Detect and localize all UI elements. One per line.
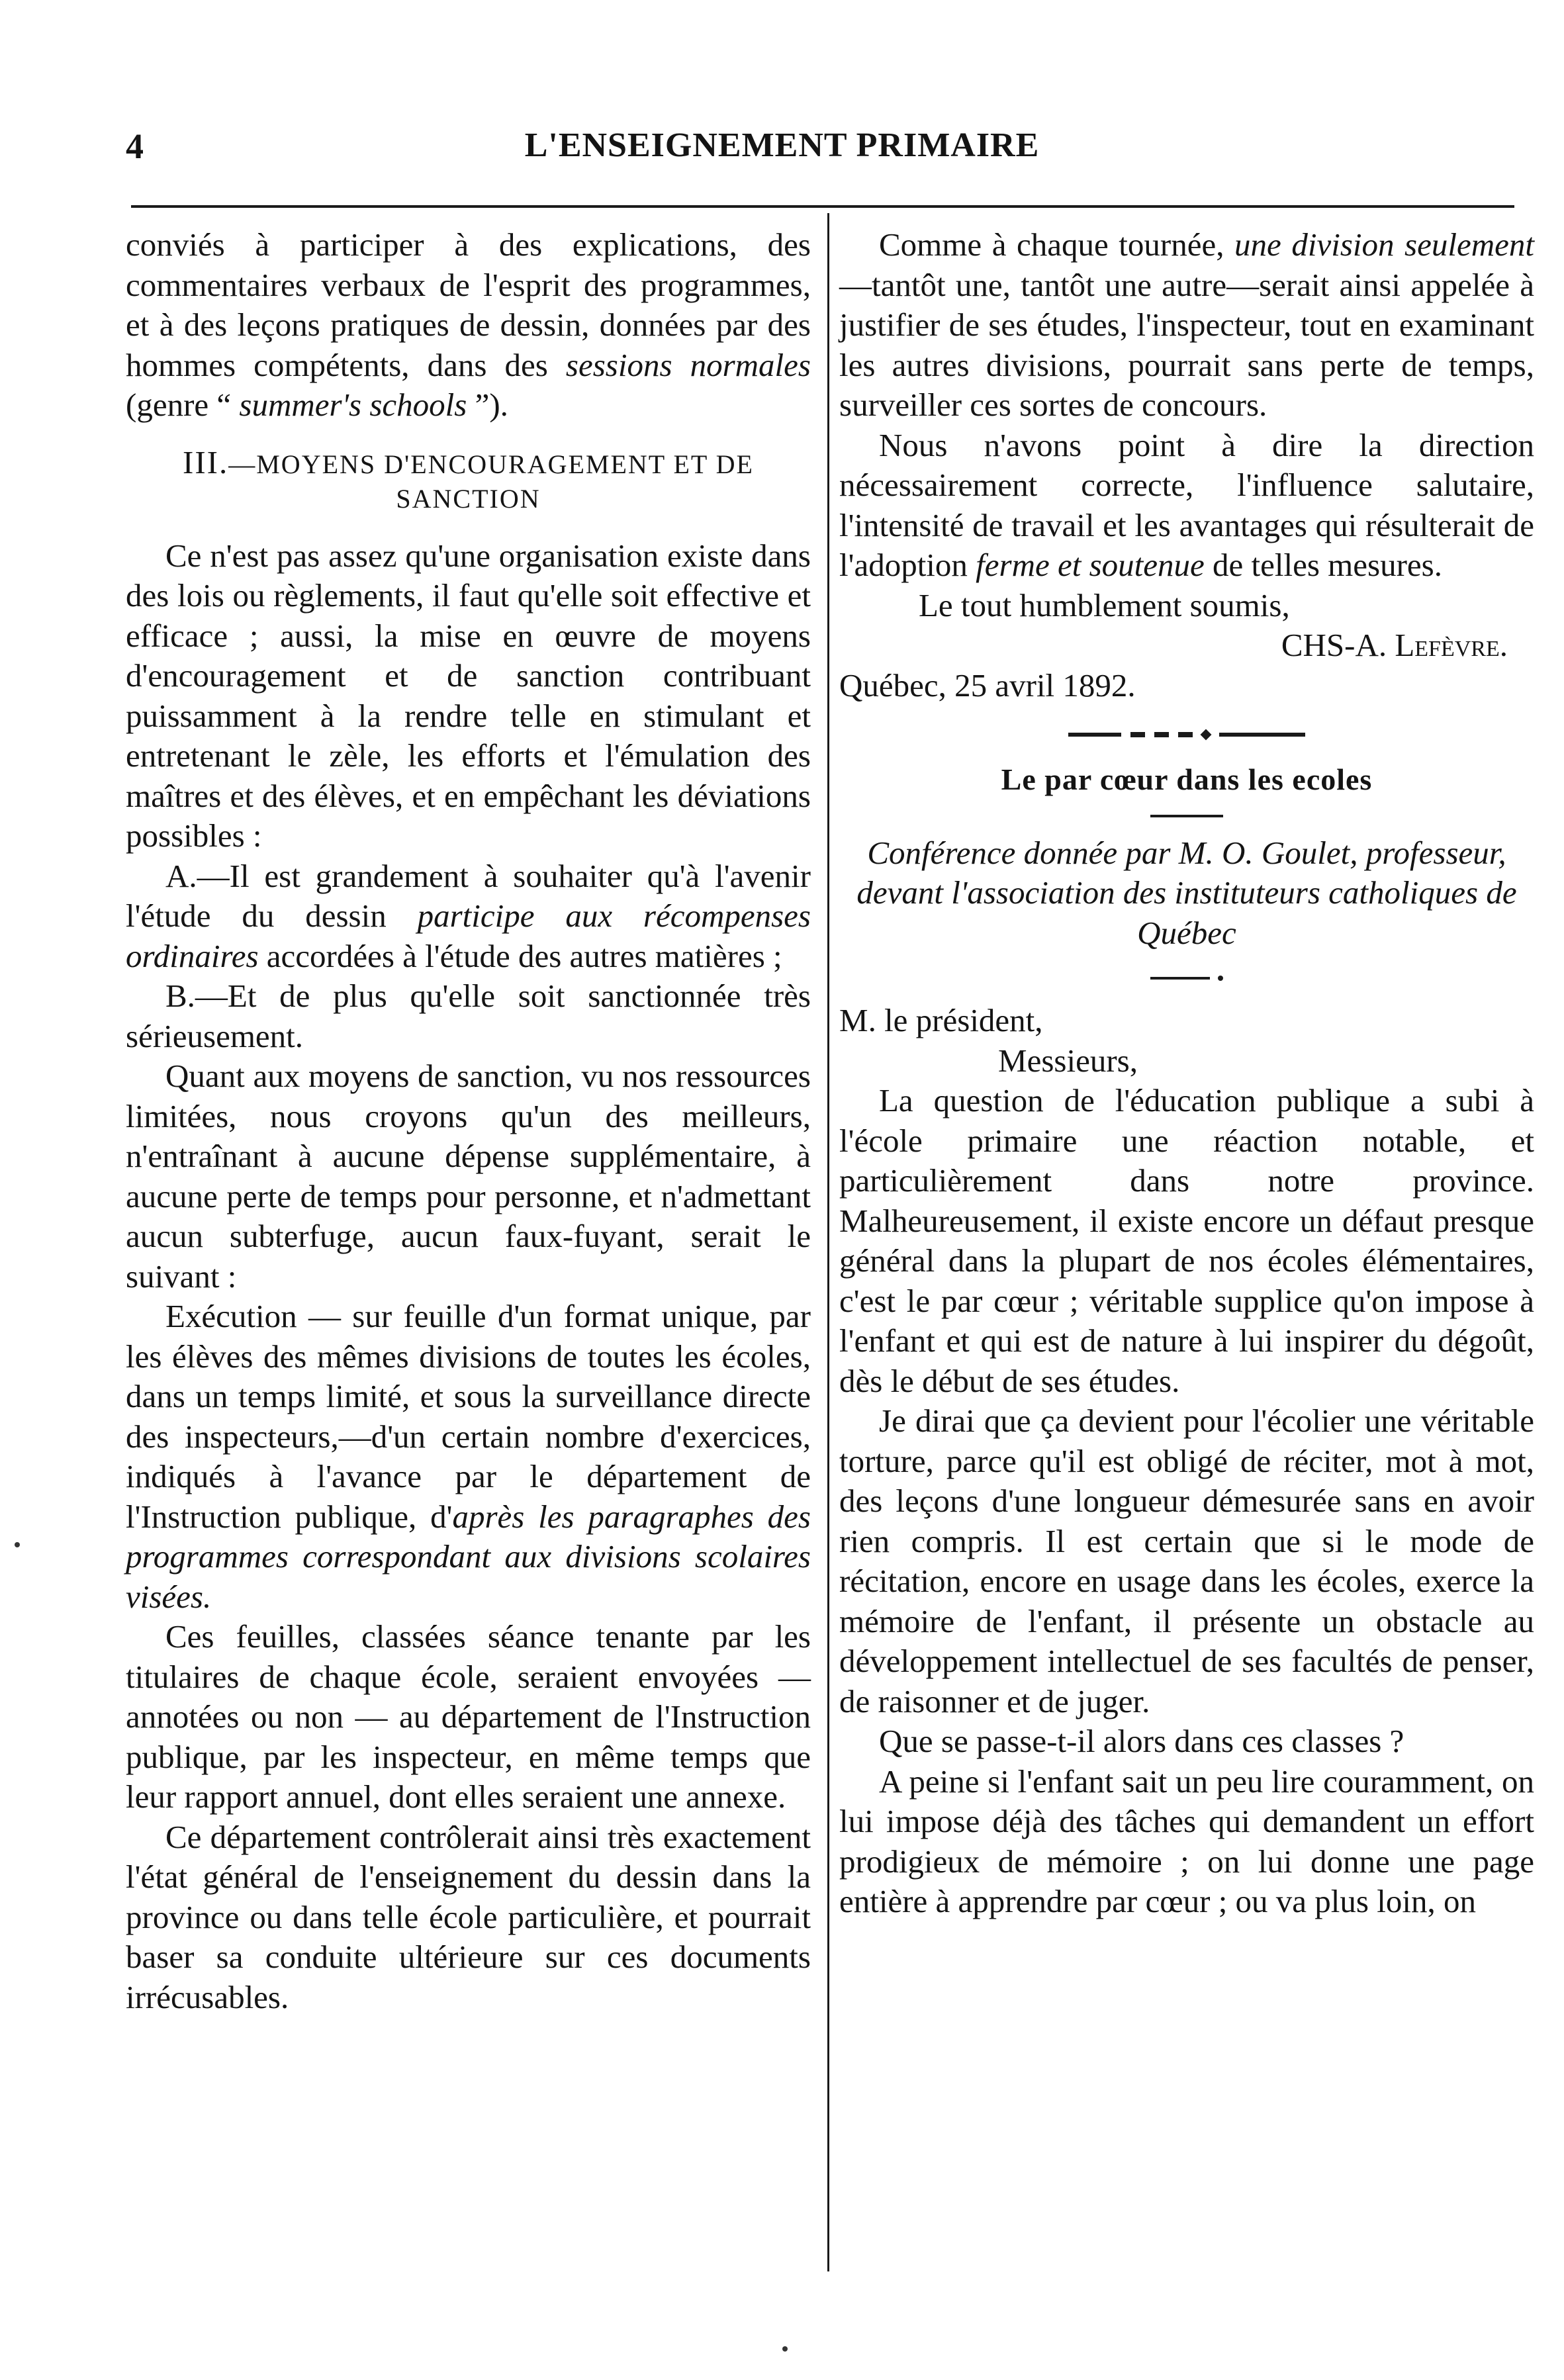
italic-text: sessions normales — [565, 346, 811, 383]
paragraph: A peine si l'enfant sait un peu lire couramment, on lui impose déjà des tâches qui demandent un effort prodigieux de mémoire ; on lui donne une page entière à apprendre par cœur ; ou va plus loin, on — [839, 1762, 1534, 1919]
salutation: Messieurs, — [998, 1042, 1138, 1079]
text: de telles mesures. — [1204, 547, 1443, 583]
paragraph — [126, 856, 811, 977]
paragraph — [839, 225, 1534, 426]
paragraph: B.—Et de plus qu'elle soit sanctionnée très sérieusement. — [126, 978, 811, 1054]
paragraph: Ces feuilles, classées séance tenante par les titulaires de chaque école, seraient envoyées — annotées ou non — au département de l'Instruction publique, par les inspecteur, en même temps que leur rapport annuel, dont elles seraient une annexe. — [126, 1618, 811, 1815]
ornament-dash — [1154, 732, 1169, 737]
ornament-divider — [839, 728, 1534, 741]
article-subtitle: Conférence donnée par M. O. Goulet, professeur, devant l'association des instituteurs catholiques de Québec — [856, 834, 1517, 951]
rule-bar — [1150, 977, 1210, 980]
ornament-dash — [1178, 732, 1193, 737]
italic-text: participe aux récompenses ordinaires — [126, 897, 811, 974]
ornament-bar — [1068, 733, 1121, 737]
running-title: L'ENSEIGNEMENT PRIMAIRE — [524, 126, 1040, 164]
text: ”). — [467, 387, 508, 423]
signature-name: Lefèvre. — [1395, 627, 1508, 663]
paragraph: La question de l'éducation publique a subi à l'école primaire une réaction notable, et particulièrement dans notre province. Malheureusement, il existe encore un défaut presque général dans la plupart de nos écoles élémentaires, c'est le par cœur ; véritable supplice qu'on impose à l'enfant et qui est de nature à lui inspirer du dégoût, dès le début de ses études. — [839, 1082, 1534, 1399]
text: conviés à participer à des explications, des commentaires verbaux de l'esprit des programmes, et à des leçons pratiques de dessin, données par des hommes compétents, dans des — [126, 226, 811, 383]
section-title: —MOYENS D'ENCOURAGEMENT ET DE SANCTION — [228, 449, 754, 514]
text: —tantôt une, tantôt une autre—serait ainsi appelée à justifier de ses études, l'inspecteur, tout en examinant les autres divisions, pourrait sans perte de temps, surveiller ces sortes de concours. — [839, 266, 1534, 423]
left-column — [126, 225, 811, 2017]
italic-text: summer's schools — [239, 387, 467, 423]
signature — [839, 625, 1534, 666]
subtitle-rule — [839, 976, 1534, 981]
ornament-diamond — [1201, 729, 1212, 741]
paragraph: Quant aux moyens de sanction, vu nos ressources limitées, nous croyons qu'un des meilleurs, n'entraînant à aucune dépense supplémentaire, à aucune perte de temps pour personne, et n'admettant aucun subterfuge, aucun faux-fuyant, serait le suivant : — [126, 1058, 811, 1295]
text: accordées à l'étude des autres matières ; — [258, 937, 782, 974]
paragraph — [126, 225, 811, 426]
text: Nous n'avons point à dire la direction nécessairement correcte, l'influence salutaire, l'intensité de travail et les avantages qui résulterait de l'adoption — [839, 426, 1534, 583]
ornament-dash — [1130, 732, 1145, 737]
italic-text: après les paragraphes des programmes correspondant aux divisions scolaires visées. — [126, 1498, 811, 1615]
text: Exécution — sur feuille d'un format unique, par les élèves des mêmes divisions de toutes les écoles, dans un temps limité, et sous la surveillance directe des inspecteurs,—d'un certain nombre d'exercices, indiqués à l'avance par le département de l'Instruction publique, d' — [126, 1298, 811, 1535]
italic-text: ferme et soutenue — [976, 547, 1205, 583]
salutation: M. le président, — [839, 1002, 1043, 1038]
italic-text: une division seulement — [1234, 226, 1534, 263]
print-speck — [15, 1542, 20, 1547]
text: A.—Il est grandement à souhaiter qu'à l'avenir l'étude du dessin — [126, 857, 811, 934]
paragraph: Ce département contrôlerait ainsi très exactement l'état général de l'enseignement du dessin dans la province ou dans telle école particulière, et pourrait baser sa conduite ultérieure sur ces documents irrécusables. — [126, 1818, 811, 2015]
paragraph: Que se passe-t-il alors dans ces classes ? — [879, 1723, 1404, 1759]
title-rule — [1150, 815, 1223, 817]
closing-line: Le tout humblement soumis, — [919, 586, 1290, 623]
signature-initials: CHS-A. — [1281, 627, 1395, 663]
header-rule — [131, 205, 1514, 208]
print-speck — [782, 2346, 788, 2352]
paragraph: Je dirai que ça devient pour l'écolier une véritable torture, parce qu'il est obligé de réciter, mot à mot, des leçons d'une longueur démesurée sans en avoir rien compris. Il est certain que si le mode de récitation, encore en usage dans les écoles, exerce la mémoire de l'enfant, il présente un obstacle au développement intellectuel de ses facultés de penser, de raisonner et de juger. — [839, 1402, 1534, 1719]
section-number: III. — [183, 443, 229, 481]
right-column — [839, 225, 1534, 1922]
section-heading — [126, 445, 811, 516]
rule-dot — [1218, 976, 1223, 981]
page-number: 4 — [126, 126, 144, 166]
article-title: Le par cœur dans les ecoles — [1001, 762, 1373, 796]
place-date: Québec, 25 avril 1892. — [839, 666, 1136, 704]
ornament-bar — [1219, 733, 1305, 737]
column-divider — [827, 213, 829, 2271]
paragraph — [126, 1297, 811, 1617]
text: (genre “ — [126, 387, 240, 423]
paragraph — [839, 426, 1534, 586]
paragraph: Ce n'est pas assez qu'une organisation existe dans des lois ou règlements, il faut qu'elle soit effective et efficace ; aussi, la mise en œuvre de moyens d'encouragement et de sanction contribuant puissamment à la rendre telle en stimulant et entretenant le zèle, les efforts et l'émulation des maîtres et des élèves, et en empêchant les déviations possibles : — [126, 537, 811, 854]
text: Comme à chaque tournée, — [879, 226, 1235, 263]
